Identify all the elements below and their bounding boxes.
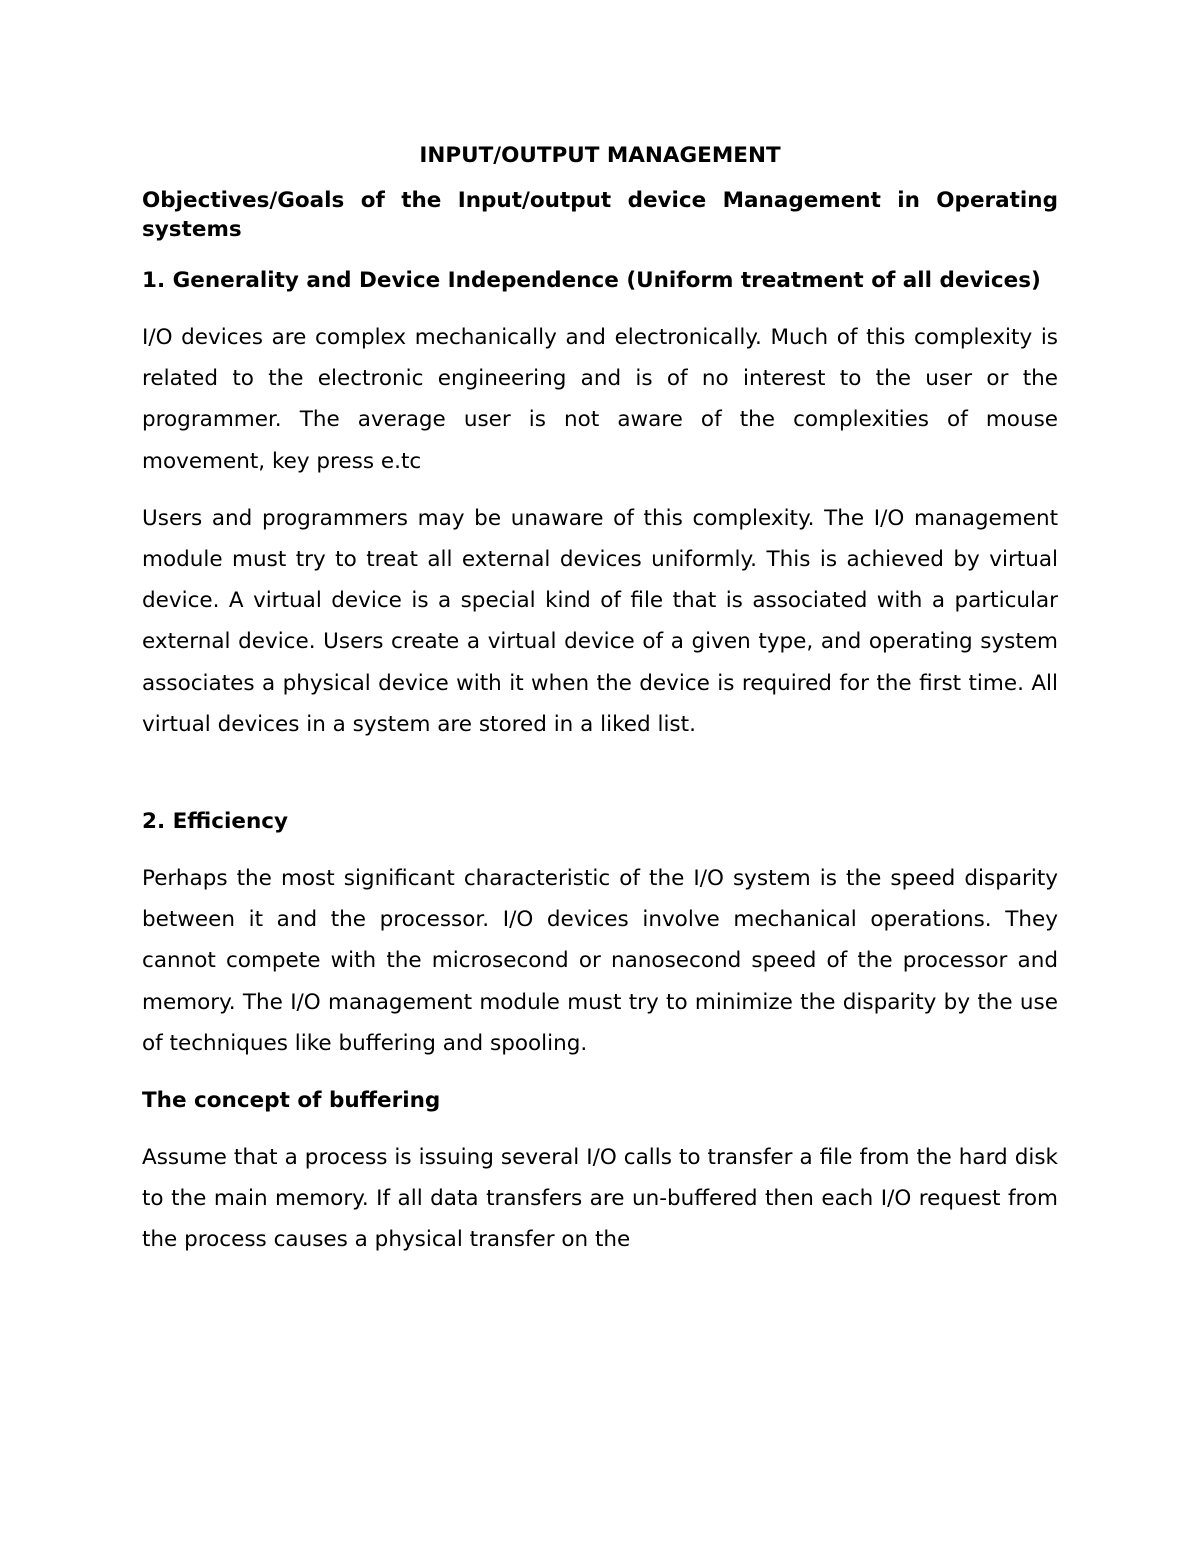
section-spacer <box>142 761 1058 801</box>
buffering-paragraph: Assume that a process is issuing several I/O calls to transfer a file from the hard disk to the main memory. If all data transfers are un-buffered then each I/O request from the process causes a physical transfer on the <box>142 1145 1058 1253</box>
objectives-heading: Objectives/Goals of the Input/output device Management in Operating systems <box>142 188 1058 242</box>
document-page <box>142 136 1058 1277</box>
section-1-paragraph-2: Users and programmers may be unaware of this complexity. The I/O management module must try to treat all external devices uniformly. This is achieved by virtual device. A virtual device is a special kind of file that is associated with a particular external device. Users create a virtual device of a given type, and operating system associates a physical device with it when the device is required for the first time. All virtual devices in a system are stored in a liked list. <box>142 505 1058 737</box>
section-2-paragraph: Perhaps the most significant characteristic of the I/O system is the speed disparity between it and the processor. I/O devices involve mechanical operations. They cannot compete with the microsecond or nanosecond speed of the processor and memory. The I/O management module must try to minimize the disparity by the use of techniques like buffering and spooling. <box>142 866 1058 1056</box>
document-title: INPUT/OUTPUT MANAGEMENT <box>419 143 781 168</box>
buffering-heading: The concept of buffering <box>142 1088 441 1114</box>
section-1-heading: 1. Generality and Device Independence (Uniform treatment of all devices) <box>142 268 1041 293</box>
section-1-paragraph-1: I/O devices are complex mechanically and electronically. Much of this complexity is related to the electronic engineering and is of no interest to the user or the programmer. The average user is not aware of the complexities of mouse movement, key press e.tc <box>142 325 1058 474</box>
section-2-heading: 2. Efficiency <box>142 809 289 835</box>
